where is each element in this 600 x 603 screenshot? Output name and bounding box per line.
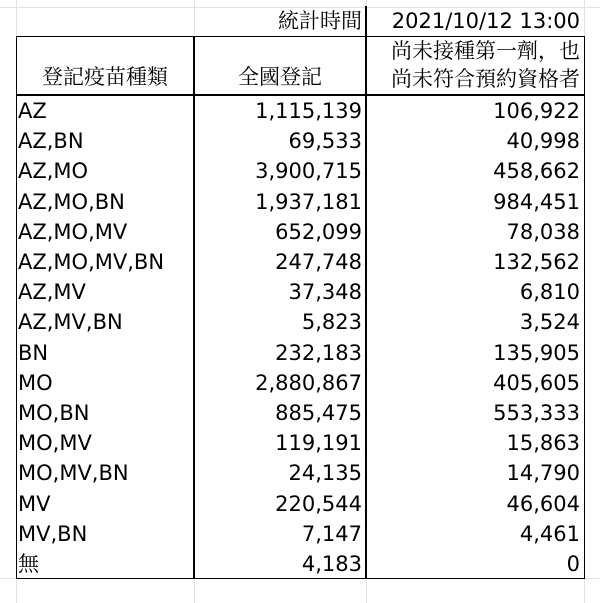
cell-vaccine-type[interactable]: MO [18,370,53,395]
header-not-yet-line1[interactable]: 尚未接種第一劑，也 [391,39,580,63]
cell-not-yet[interactable]: 135,905 [493,340,580,365]
cell-registered[interactable]: 232,183 [275,340,362,365]
cell-not-yet[interactable]: 984,451 [493,189,580,214]
cell-registered[interactable]: 247,748 [275,250,362,274]
cell-vaccine-type[interactable]: MO,BN [18,401,90,425]
cell-vaccine-type[interactable]: MO,MV [18,431,92,456]
cell-vaccine-type[interactable]: AZ [18,99,47,123]
cell-not-yet[interactable]: 4,461 [519,521,580,546]
cell-vaccine-type[interactable]: 無 [18,552,39,576]
cell-not-yet[interactable]: 3,524 [519,310,580,335]
cell-registered[interactable]: 652,099 [275,219,362,244]
cell-vaccine-type[interactable]: MV [18,491,51,516]
cell-not-yet[interactable]: 132,562 [493,250,580,274]
cell-not-yet[interactable]: 405,605 [493,370,580,395]
header-registered[interactable]: 全國登記 [238,65,322,89]
cell-registered[interactable]: 119,191 [275,431,362,456]
cell-registered[interactable]: 24,135 [288,461,362,486]
cell-vaccine-type[interactable]: AZ,MO [18,159,89,184]
cell-vaccine-type[interactable]: MO,MV,BN [18,461,129,486]
cell-registered[interactable]: 7,147 [301,521,362,546]
cell-registered[interactable]: 69,533 [288,129,362,154]
header-not-yet-line2[interactable]: 尚未符合預約資格者 [391,67,580,91]
cell-vaccine-type[interactable]: AZ,MV [18,280,86,305]
cell-registered[interactable]: 3,900,715 [255,159,362,184]
cell-registered[interactable]: 1,937,181 [255,189,362,214]
cell-vaccine-type[interactable]: BN [18,340,49,365]
cell-registered[interactable]: 4,183 [301,552,362,576]
cell-not-yet[interactable]: 6,810 [519,280,580,305]
gridline [584,0,585,603]
cell-not-yet[interactable]: 106,922 [493,99,580,123]
cell-not-yet[interactable]: 553,333 [493,401,580,425]
stat-time-value[interactable]: 2021/10/12 13:00 [391,9,580,33]
cell-vaccine-type[interactable]: AZ,BN [18,129,84,154]
header-vaccine-type[interactable]: 登記疫苗種類 [42,65,168,89]
stat-time-label[interactable]: 統計時間 [278,9,362,33]
cell-not-yet[interactable]: 0 [566,552,580,576]
cell-vaccine-type[interactable]: AZ,MO,MV [18,219,128,244]
cell-registered[interactable]: 5,823 [301,310,362,335]
cell-not-yet[interactable]: 14,790 [506,461,580,486]
cell-not-yet[interactable]: 458,662 [493,159,580,184]
cell-registered[interactable]: 1,115,139 [255,99,362,123]
cell-registered[interactable]: 885,475 [275,401,362,425]
cell-vaccine-type[interactable]: AZ,MO,MV,BN [18,250,165,274]
cell-not-yet[interactable]: 46,604 [506,491,580,516]
cell-registered[interactable]: 37,348 [288,280,362,305]
cell-not-yet[interactable]: 78,038 [506,219,580,244]
cell-not-yet[interactable]: 40,998 [506,129,580,154]
cell-registered[interactable]: 220,544 [275,491,362,516]
cell-not-yet[interactable]: 15,863 [506,431,580,456]
cell-vaccine-type[interactable]: MV,BN [18,521,88,546]
cell-vaccine-type[interactable]: AZ,MO,BN [18,189,125,214]
cell-registered[interactable]: 2,880,867 [255,370,362,395]
cell-vaccine-type[interactable]: AZ,MV,BN [18,310,123,335]
